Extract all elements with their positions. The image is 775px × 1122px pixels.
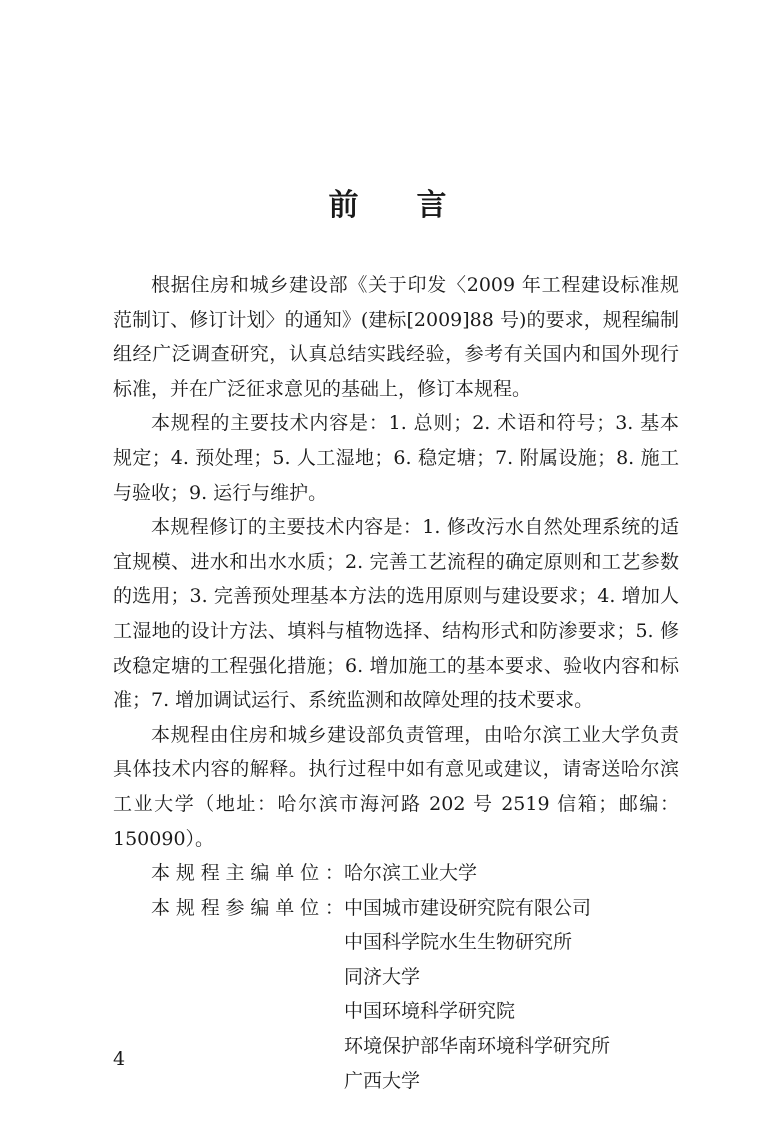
label-char: 规 bbox=[175, 896, 195, 919]
participating-units-row bbox=[113, 891, 679, 1099]
participating-unit-name: 中国环境科学研究院 bbox=[344, 1000, 516, 1023]
participating-unit-name: 中国城市建设研究院有限公司 bbox=[344, 896, 592, 919]
page-number: 4 bbox=[113, 1048, 126, 1070]
label-char: 规 bbox=[175, 862, 195, 885]
label-char: 编 bbox=[250, 896, 270, 919]
page-title: 前言 bbox=[328, 188, 505, 223]
label-char: 编 bbox=[250, 862, 270, 885]
label-char: 本 bbox=[151, 862, 171, 885]
paragraph-management: 本规程由住房和城乡建设部负责管理，由哈尔滨工业大学负责具体技术内容的解释。执行过程中如有意见或建议，请寄送哈尔滨工业大学（地址：哈尔滨市海河路 202 号 2519 信箱；邮编：150090）。 bbox=[113, 723, 679, 850]
participating-unit-name: 同济大学 bbox=[344, 965, 421, 988]
chief-unit-label bbox=[113, 856, 344, 891]
label-char: 本 bbox=[151, 896, 171, 919]
label-char: 程 bbox=[200, 862, 220, 885]
chief-unit-row bbox=[113, 856, 679, 891]
chief-unit-name: 哈尔滨工业大学 bbox=[344, 862, 478, 885]
label-char: 位 bbox=[300, 862, 320, 885]
participating-unit-name: 广西大学 bbox=[344, 1069, 421, 1092]
label-char: 程 bbox=[200, 896, 220, 919]
label-char: ： bbox=[324, 862, 344, 885]
participating-units-label bbox=[113, 891, 344, 1099]
paragraph-main-content: 本规程的主要技术内容是：1. 总则；2. 术语和符号；3. 基本规定；4. 预处理；5. 人工湿地；6. 稳定塘；7. 附属设施；8. 施工与验收；9. 运行与维护。 bbox=[113, 412, 679, 504]
label-char: 单 bbox=[275, 896, 295, 919]
participating-unit-name: 环境保护部华南环境科学研究所 bbox=[344, 1035, 611, 1058]
preface-body bbox=[113, 268, 679, 1098]
chief-unit-list bbox=[344, 856, 679, 891]
label-char: 单 bbox=[275, 862, 295, 885]
paragraph-basis: 根据住房和城乡建设部《关于印发〈2009 年工程建设标准规范制订、修订计划〉的通知》(建标[2009]88 号)的要求，规程编制组经广泛调查研究，认真总结实践经验，参考有关国内和国外现行标准，并在广泛征求意见的基础上，修订本规程。 bbox=[113, 274, 679, 400]
paragraph-revision-content: 本规程修订的主要技术内容是：1. 修改污水自然处理系统的适宜规模、进水和出水水质；2. 完善工艺流程的确定原则和工艺参数的选用；3. 完善预处理基本方法的选用原则与建设要求；4. 增加人工湿地的设计方法、填料与植物选择、结构形式和防渗要求；5. 修改稳定塘的工程强化措施；6. 增加施工的基本要求、验收内容和标准；7. 增加调试运行、系统监测和故障处理的技术要求。 bbox=[113, 516, 679, 712]
participating-units-list bbox=[344, 891, 679, 1099]
label-char: 参 bbox=[225, 896, 245, 919]
label-char: ： bbox=[324, 896, 344, 919]
label-char: 位 bbox=[300, 896, 320, 919]
participating-unit-name: 中国科学院水生生物研究所 bbox=[344, 931, 573, 954]
label-char: 主 bbox=[225, 862, 245, 885]
